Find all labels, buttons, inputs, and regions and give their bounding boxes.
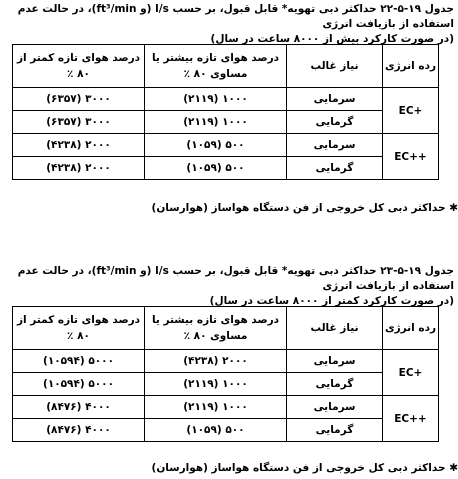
table2-caption-line1: جدول ۱۹-۵-۲۳ حداکثر دبی تهویه* قابل قبول، بر حسب l/s (و ft³/min)، در حالت عدم استفاده از بازیافت انرژی (17, 265, 454, 292)
rating-cell: EC++ (383, 134, 439, 180)
header-need: نیاز غالب (287, 307, 383, 350)
header-fresh-low: درصد هوای تازه کمتر از ۸۰ ٪ (13, 307, 145, 350)
fresh-high-cell: ۱۰۰۰ (۲۱۱۹) (145, 396, 287, 419)
table1 (12, 44, 439, 180)
table-row (13, 396, 439, 419)
table-row (13, 419, 439, 442)
table-row (13, 88, 439, 111)
need-cell: گرمایی (287, 373, 383, 396)
table-row (13, 373, 439, 396)
table1-caption-line1: جدول ۱۹-۵-۲۲ حداکثر دبی تهویه* قابل قبول، بر حسب l/s (و ft³/min)، در حالت عدم استفاده از بازیافت انرژی (17, 3, 454, 30)
asterisk-icon: ✱ (449, 462, 458, 474)
table-row (13, 157, 439, 180)
table-row (13, 134, 439, 157)
fresh-high-cell: ۵۰۰ (۱۰۵۹) (145, 419, 287, 442)
fresh-high-cell: ۱۰۰۰ (۲۱۱۹) (145, 111, 287, 134)
fresh-high-cell: ۱۰۰۰ (۲۱۱۹) (145, 373, 287, 396)
table1-header-row (13, 45, 439, 88)
header-fresh-low: درصد هوای تازه کمتر از ۸۰ ٪ (13, 45, 145, 88)
asterisk-icon: ✱ (449, 202, 458, 214)
table1-footnote-text: حداکثر دبی کل خروجی از فن دستگاه هواساز (هوارسان) (151, 202, 446, 214)
rating-cell: EC+ (383, 88, 439, 134)
header-rating: رده انرژی (383, 45, 439, 88)
header-fresh-high: درصد هوای تازه بیشتر یا مساوی ۸۰ ٪ (145, 307, 287, 350)
table-row (13, 111, 439, 134)
fresh-low-cell: ۵۰۰۰ (۱۰۵۹۴) (13, 350, 145, 373)
fresh-high-cell: ۵۰۰ (۱۰۵۹) (145, 134, 287, 157)
table2-footnote (0, 462, 458, 474)
rating-cell: EC+ (383, 350, 439, 396)
fresh-low-cell: ۲۰۰۰ (۴۲۳۸) (13, 134, 145, 157)
table2 (12, 306, 439, 442)
need-cell: گرمایی (287, 111, 383, 134)
need-cell: سرمایی (287, 396, 383, 419)
need-cell: سرمایی (287, 350, 383, 373)
table2-header-row (13, 307, 439, 350)
fresh-low-cell: ۳۰۰۰ (۶۳۵۷) (13, 111, 145, 134)
table1-footnote (0, 202, 458, 214)
table-row (13, 350, 439, 373)
fresh-low-cell: ۴۰۰۰ (۸۴۷۶) (13, 396, 145, 419)
table2-caption (0, 264, 458, 309)
need-cell: سرمایی (287, 88, 383, 111)
fresh-low-cell: ۳۰۰۰ (۶۳۵۷) (13, 88, 145, 111)
rating-cell: EC++ (383, 396, 439, 442)
header-rating: رده انرژی (383, 307, 439, 350)
header-need: نیاز غالب (287, 45, 383, 88)
table2-footnote-text: حداکثر دبی کل خروجی از فن دستگاه هواساز (هوارسان) (151, 462, 446, 474)
fresh-low-cell: ۴۰۰۰ (۸۴۷۶) (13, 419, 145, 442)
fresh-high-cell: ۲۰۰۰ (۴۲۳۸) (145, 350, 287, 373)
table2-caption-line2: (در صورت کارکرد کمتر از ۸۰۰۰ ساعت در سال) (209, 295, 454, 307)
table1-caption-line2: (در صورت کارکرد بیش از ۸۰۰۰ ساعت در سال) (210, 33, 454, 45)
table1-caption (0, 2, 458, 47)
header-fresh-high: درصد هوای تازه بیشتر یا مساوی ۸۰ ٪ (145, 45, 287, 88)
fresh-low-cell: ۲۰۰۰ (۴۲۳۸) (13, 157, 145, 180)
need-cell: سرمایی (287, 134, 383, 157)
fresh-high-cell: ۵۰۰ (۱۰۵۹) (145, 157, 287, 180)
need-cell: گرمایی (287, 419, 383, 442)
fresh-low-cell: ۵۰۰۰ (۱۰۵۹۴) (13, 373, 145, 396)
fresh-high-cell: ۱۰۰۰ (۲۱۱۹) (145, 88, 287, 111)
need-cell: گرمایی (287, 157, 383, 180)
